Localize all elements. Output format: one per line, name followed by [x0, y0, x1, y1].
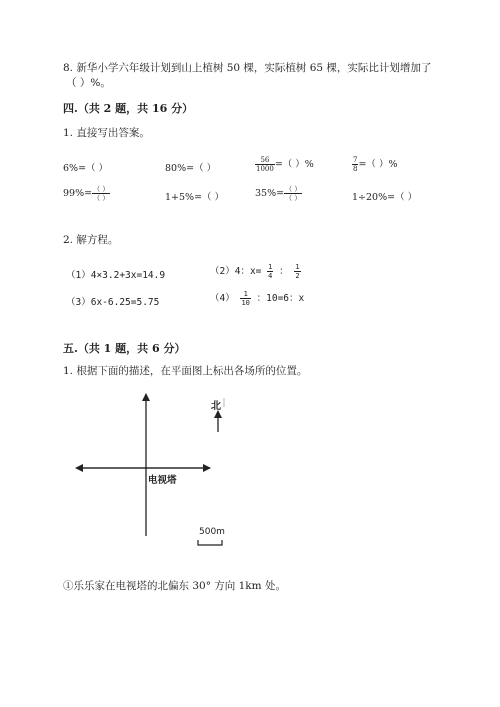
row2-item4: 1÷20%=（ ） — [352, 192, 418, 203]
row1-item4: $\frac{7}{8}$ =（ ）% — [353, 156, 398, 173]
fraction-blank: $\frac{( )}{( )}$ — [93, 185, 110, 202]
fraction-1-4: $\frac{1}{4}$ — [268, 263, 273, 280]
scale-label: 500m — [199, 527, 225, 537]
fraction-blank: $\frac{( )}{( )}$ — [285, 185, 302, 202]
fraction-1-2: $\frac{1}{2}$ — [295, 263, 300, 280]
row1-item2: 80%=（ ） — [165, 163, 217, 174]
north-label: 北 — [211, 401, 221, 412]
section-4-title: 四.（共 2 题，共 16 分） — [63, 102, 194, 115]
section-4-q2-title: 2. 解方程。 — [63, 234, 119, 246]
row2-item2: 1+5%=（ ） — [165, 192, 225, 203]
row2-item3: 35%= $\frac{( )}{( )}$ — [255, 185, 302, 202]
section-4-q1-title: 1. 直接写出答案。 — [63, 127, 150, 139]
section-5-item-1: ①乐乐家在电视塔的北偏东 30° 方向 1km 处。 — [63, 580, 286, 592]
question-8-line2: （ ）%。 — [66, 77, 111, 89]
equation-2: （2）4：x= $\frac{1}{4}$ ： $\frac{1}{2}$ — [210, 263, 300, 280]
row1-item3: $\frac{56}{1000}$ =（ ）% — [256, 156, 314, 173]
equation-4: （4） $\frac{1}{10}$ ：10=6：x — [210, 290, 305, 307]
fraction-7-8: $\frac{7}{8}$ — [353, 156, 358, 173]
scale-bar — [198, 540, 222, 545]
equation-3: （3）6x-6.25=5.75 — [66, 297, 160, 308]
tv-tower-label: 电视塔 — [148, 475, 177, 486]
question-8-line1: 8. 新华小学六年级计划到山上植树 50 棵，实际植树 65 棵，实际比计划增加了 — [63, 62, 432, 74]
fraction-56-1000: $\frac{56}{1000}$ — [256, 156, 274, 173]
row2-item1: 99%= $\frac{( )}{( )}$ — [63, 185, 110, 202]
row1-item1: 6%=（ ） — [63, 163, 109, 174]
equation-1: （1）4×3.2+3x=14.9 — [66, 270, 166, 281]
section-5-q1-title: 1. 根据下面的描述，在平面图上标出各场所的位置。 — [63, 365, 308, 377]
section-5-title: 五.（共 1 题，共 6 分） — [63, 342, 186, 355]
fraction-1-10: $\frac{1}{10}$ — [241, 290, 250, 307]
